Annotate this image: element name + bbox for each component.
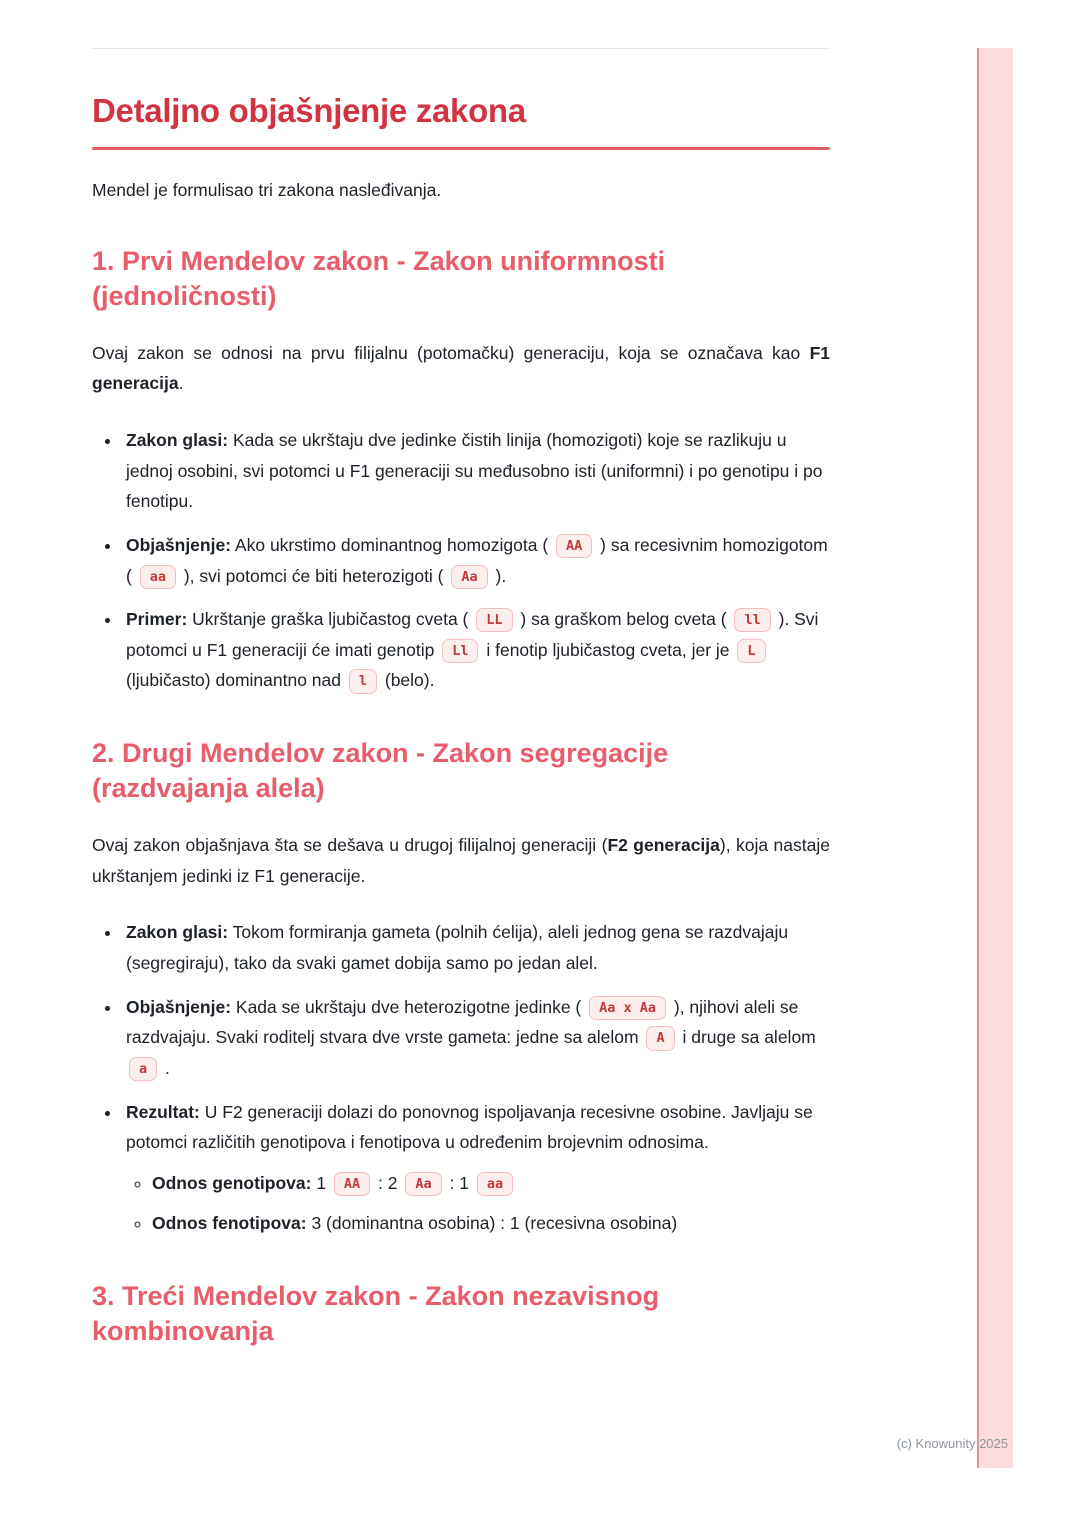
list-item [122, 604, 830, 696]
genotype-chip: Aa x Aa [589, 996, 666, 1020]
sub-list-item-text: Odnos fenotipova: 3 (dominantna osobina) : 1 (recesivna osobina) [152, 1213, 678, 1234]
section-1-heading: 1. Prvi Mendelov zakon - Zakon uniformnosti (jednoličnosti) [92, 245, 666, 311]
list-item-text: Zakon glasi: Tokom formiranja gameta (polnih ćelija), aleli jednog gena se razdvajaju (segregiraju), tako da svaki gamet dobija samo po jedan alel. [126, 922, 789, 974]
copyright-text: (c) Knowunity 2025 [896, 1436, 1008, 1451]
genotype-chip: LL [476, 608, 512, 632]
sub-list-item-text: Odnos genotipova: 1 AA : 2 Aa : 1 aa [152, 1173, 516, 1193]
list-item [122, 992, 830, 1084]
genotype-chip: L [737, 639, 765, 663]
list-item-text: Objašnjenje: Kada se ukrštaju dve heterozigotne jedinke ( Aa x Aa ), njihovi aleli se razdvajaju. Svaki roditelj stvara dve vrste gameta: jedne sa alelom A i druge sa alelom a . [126, 997, 816, 1078]
right-accent-bar [977, 48, 1013, 1468]
sub-list-item [152, 1208, 830, 1239]
list-item-text: Rezultat: U F2 generaciji dolazi do ponovnog ispoljavanja recesivne osobine. Javljaju se potomci različitih genotipova i fenotipova u određenim brojevnim odnosima. [126, 1101, 813, 1153]
genotype-chip: ll [734, 608, 770, 632]
genotype-chip: Ll [442, 639, 478, 663]
genotype-chip: AA [334, 1172, 370, 1196]
genotype-chip: A [646, 1026, 674, 1050]
genotype-chip: AA [556, 534, 592, 558]
title-underline [92, 147, 830, 150]
genotype-chip: aa [140, 565, 176, 589]
sub-list-item [152, 1168, 830, 1199]
top-divider [92, 48, 830, 49]
page-title: Detaljno objašnjenje zakona [92, 92, 526, 129]
list-item [122, 425, 830, 517]
ratio-sub-list [126, 1168, 830, 1239]
genotype-chip: aa [477, 1172, 513, 1196]
list-item-text: Zakon glasi: Kada se ukrštaju dve jedinke čistih linija (homozigoti) koje se razlikuju u jednoj osobini, svi potomci u F1 generaciji su međusobno isti (uniformni) i po genotipu i po fenotipu. [126, 430, 823, 512]
document-content [92, 48, 830, 1349]
section-2-paragraph: Ovaj zakon objašnjava šta se dešava u drugoj filijalnoj generaciji (F2 generacija), koja nastaje ukrštanjem jedinki iz F1 generacije. [92, 835, 830, 886]
section-2-heading: 2. Drugi Mendelov zakon - Zakon segregacije (razdvajanja alela) [92, 738, 669, 804]
genotype-chip: Aa [405, 1172, 441, 1196]
section-3-heading: 3. Treći Mendelov zakon - Zakon nezavisnog kombinovanja [92, 1281, 660, 1347]
intro-text: Mendel je formulisao tri zakona nasleđivanja. [92, 179, 442, 200]
genotype-chip: a [129, 1057, 157, 1081]
list-item [122, 917, 830, 978]
list-item [122, 1097, 830, 1240]
genotype-chip: l [349, 669, 377, 693]
list-item [122, 530, 830, 591]
list-item-text: Primer: Ukrštanje graška ljubičastog cveta ( LL ) sa graškom belog cveta ( ll ). Svi potomci u F1 generaciji će imati genotip Ll i fenotip ljubičastog cveta, jer je L (ljubičasto) dominantno nad l (belo). [126, 609, 818, 690]
genotype-chip: Aa [451, 565, 487, 589]
section-2-list [92, 917, 830, 1239]
section-1-list [92, 425, 830, 696]
section-1-paragraph: Ovaj zakon se odnosi na prvu filijalnu (potomačku) generaciju, koja se označava kao F1 generacija. [92, 342, 830, 394]
list-item-text: Objašnjenje: Ako ukrstimo dominantnog homozigota ( AA ) sa recesivnim homozigotom ( aa ), svi potomci će biti heterozigoti ( Aa ). [126, 535, 828, 586]
